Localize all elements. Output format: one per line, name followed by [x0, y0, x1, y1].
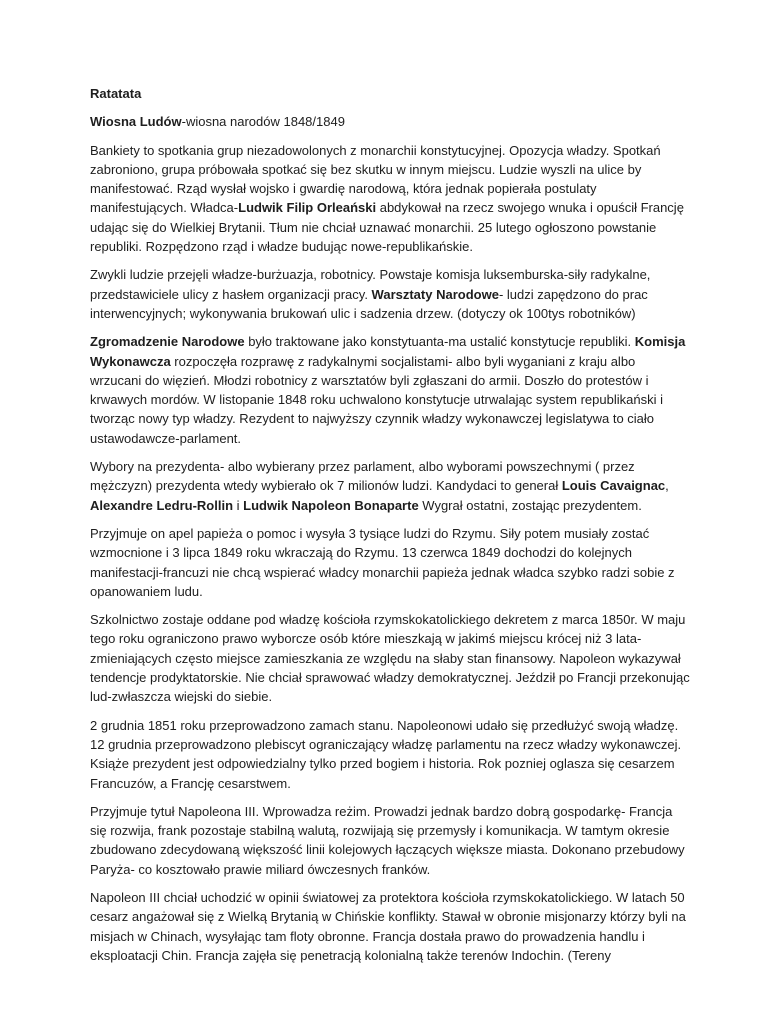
paragraph: [90, 802, 690, 879]
bold-term: Zgromadzenie Narodowe: [90, 334, 245, 350]
paragraph-text: Napoleon III chciał uchodzić w opinii światowej za protektora kościoła rzymskokatolickiego. W latach 50 cesarz angażował się z Wielką Brytanią w Chińskie konflikty. Stawał w obronie misjonarzy którzy byli na misjach w Chinach, wysyłając tam floty obronne. Francja dostała prawo do prowadzenia handlu i eksploatacji Chin. Francja zajęła się penetracją kolonialną także terenów Indochin. (Tereny: [90, 889, 686, 963]
bold-term: Louis Cavaignac: [561, 478, 666, 494]
paragraph-text: Wybory na prezydenta- albo wybierany przez parlament, albo wyborami powszechnymi ( przez mężczyzn) prezydenta wtedy wybierało ok 7 milionów ludzi. Kandydaci to generał: [90, 459, 635, 494]
paragraph-text: 2 grudnia 1851 roku przeprowadzono zamach stanu. Napoleonowi udało się przedłużyć swoją władzę. 12 grudnia przeprowadzono plebiscyt ograniczający władzę parlamentu na rzecz władzy wykonawczej. Książe prezydent jest odpowiedzialny tylko przed bogiem i historia. Rok pozniej oglasza się cesarzem Francuzów, a Francję cesarstwem.: [90, 717, 682, 791]
section-heading-bold: Wiosna Ludów: [90, 114, 182, 130]
paragraph-text: Zwykli ludzie przejęli władze-burżuazja, robotnicy. Powstaje komisja luksemburska-siły radykalne, przedstawiciele ulicy z hasłem organizacji pracy.: [90, 267, 651, 302]
paragraph: [90, 888, 690, 965]
section-heading: [90, 112, 690, 131]
paragraph-text: - ludzi zapędzono do prac interwencyjnych; wykonywania brukowań ulic i sadzenia drzew. (dotyczy ok 100tys robotników): [90, 286, 648, 321]
paragraph: [90, 141, 690, 257]
paragraph: [90, 610, 690, 706]
paragraph: [90, 265, 690, 323]
bold-term: Komisja Wykonawcza: [90, 334, 686, 369]
bold-term: Ludwik Filip Orleański: [238, 200, 377, 216]
paragraph-text: i: [233, 497, 244, 513]
paragraphs-container: [90, 141, 690, 966]
paragraph: [90, 524, 690, 601]
section-heading-rest: -wiosna narodów 1848/1849: [181, 114, 345, 130]
paragraph-text: abdykował na rzecz swojego wnuka i opuścił Francję udając się do Wielkiej Brytanii. Tłum nie chciał uznawać monarchii. 25 lutego ogłoszono powstanie republiki. Rozpędzono rząd i władze budując nowe-republikańskie.: [90, 200, 684, 255]
paragraph-text: Bankiety to spotkania grup niezadowolonych z monarchii konstytucyjnej. Opozycja władzy. Spotkań zabroniono, grupa próbowała spotkać się bez skutku w innym miejscu. Ludzie wyszli na ulice by manifestować. Rząd wysłał wojsko i gwardię narodową, która jednak popierała postulaty manifestujących. Władca-: [90, 142, 661, 216]
paragraph-text: Wygrał ostatni, zostając prezydentem.: [418, 497, 642, 513]
paragraph-text: Przyjmuje tytuł Napoleona III. Wprowadza reżim. Prowadzi jednak bardzo dobrą gospodarkę- Francja się rozwija, frank pozostaje stabilną walutą, rozwijają się przemysły i komunikacja. W tamtym okresie zbudowano zdecydowaną większość linii kolejowych łączących większe miasta. Dokonano przebudowy Paryża- co kosztowało prawie miliard ówczesnych franków.: [90, 803, 685, 877]
paragraph-text: ,: [665, 478, 669, 494]
paragraph: [90, 457, 690, 515]
paragraph: [90, 332, 690, 448]
paragraph: [90, 716, 690, 793]
bold-term: Ludwik Napoleon Bonaparte: [243, 497, 419, 513]
bold-term: Warsztaty Narodowe: [371, 286, 499, 302]
paragraph-text: Przyjmuje on apel papieża o pomoc i wysyła 3 tysiące ludzi do Rzymu. Siły potem musiały zostać wzmocnione i 3 lipca 1849 roku wkraczają do Rzymu. 13 czerwca 1849 dochodzi do kolejnych manifestacji-francuzi nie chcą wspierać władcy monarchii papieża jednak władca szybko radzi sobie z opanowaniem ludu.: [90, 525, 675, 599]
paragraph-text: było traktowane jako konstytuanta-ma ustalić konstytucje republiki.: [244, 334, 635, 350]
paragraph-text: Szkolnictwo zostaje oddane pod władzę kościoła rzymskokatolickiego dekretem z marca 1850r. W maju tego roku ograniczono prawo wyborcze osób które mieszkają w jakimś miejscu krócej niż 3 lata-zmieniających często miejsce zamieszkania ze względu na słaby stan finansowy. Napoleon wykazywał tendencje prodyktatorskie. Nie chciał sprawować władzy demokratycznej. Jeździł po Francji przekonując lud-zwłaszcza wiejski do siebie.: [90, 612, 690, 705]
paragraph-text: rozpoczęła rozprawę z radykalnymi socjalistami- albo byli wyganiani z kraju albo wrzucani do więzień. Młodzi robotnicy z warsztatów byli zgłaszani do armii. Doszło do protestów i krwawych mordów. W listopanie 1848 roku uchwalono konstytucje utrwalając system republikański i tworząc nowy typ władzy. Rezydent to najwyższy czynnik władzy wykonawczej legislatywa to ciało ustawodawcze-parlament.: [90, 353, 663, 446]
document-title: Ratatata: [90, 86, 142, 101]
bold-term: Alexandre Ledru-Rollin: [90, 497, 234, 513]
document-page: [90, 84, 690, 974]
